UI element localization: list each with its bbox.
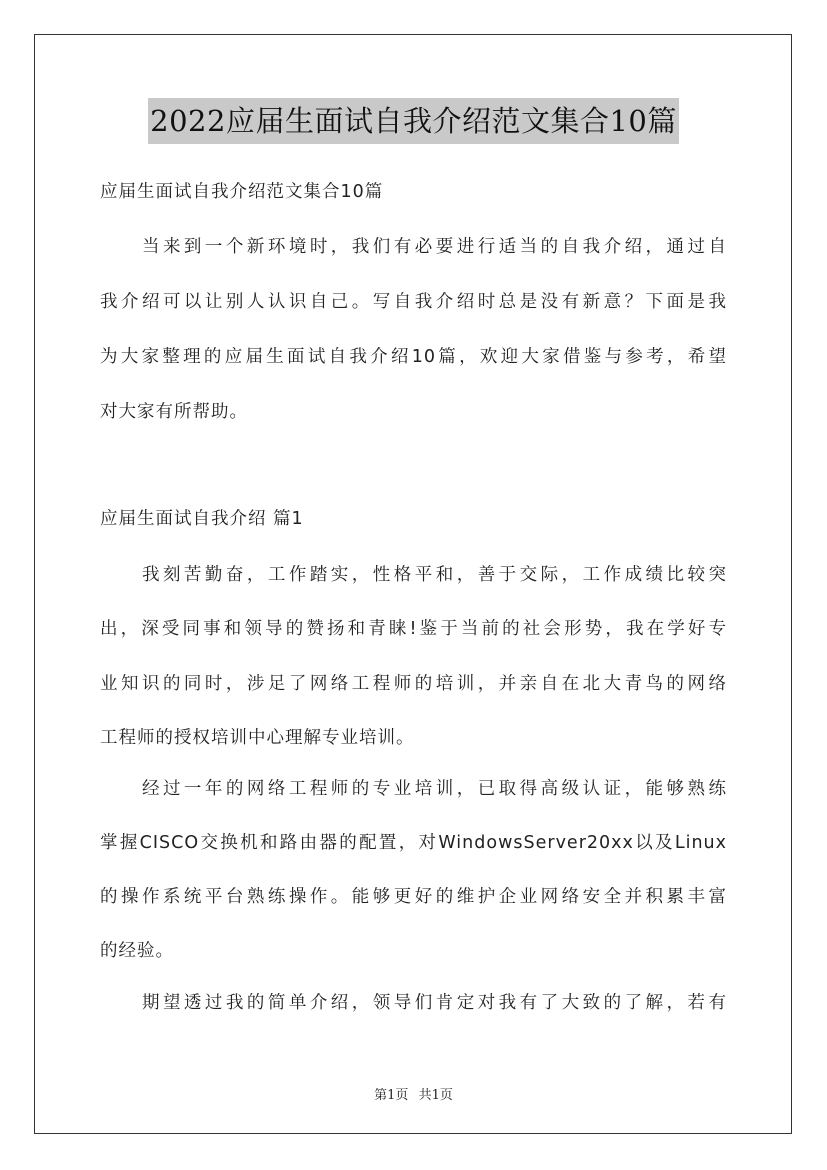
paragraph-line: 业知识的同时，涉足了网络工程师的培训，并亲自在北大青鸟的网络 bbox=[100, 674, 727, 694]
intro-line: 对大家有所帮助。 bbox=[100, 402, 248, 422]
intro-line: 为大家整理的应届生面试自我介绍10篇，欢迎大家借鉴与参考，希望 bbox=[100, 347, 727, 367]
page-total: 共1页 bbox=[418, 1088, 453, 1103]
page-number: 第1页 bbox=[374, 1088, 409, 1103]
paragraph-line: 的经验。 bbox=[100, 941, 174, 961]
paragraph-line: 掌握CISCO交换机和路由器的配置，对WindowsServer20xx以及Linux bbox=[100, 833, 727, 853]
intro-line: 当来到一个新环境时，我们有必要进行适当的自我介绍，通过自 bbox=[100, 237, 727, 257]
title-container bbox=[0, 98, 827, 144]
intro-line: 我介绍可以让别人认识自己。写自我介绍时总是没有新意？下面是我 bbox=[100, 292, 727, 312]
section-heading: 应届生面试自我介绍 篇1 bbox=[100, 509, 304, 529]
document-title: 2022应届生面试自我介绍范文集合10篇 bbox=[148, 98, 679, 144]
paragraph-line: 期望透过我的简单介绍，领导们肯定对我有了大致的了解，若有 bbox=[100, 993, 727, 1013]
paragraph-line: 出，深受同事和领导的赞扬和青睐!鉴于当前的社会形势，我在学好专 bbox=[100, 619, 727, 639]
paragraph-line: 经过一年的网络工程师的专业培训，已取得高级认证，能够熟练 bbox=[100, 779, 727, 799]
document-subtitle: 应届生面试自我介绍范文集合10篇 bbox=[100, 182, 384, 202]
page-footer bbox=[0, 1084, 827, 1103]
paragraph-line: 我刻苦勤奋，工作踏实，性格平和，善于交际，工作成绩比较突 bbox=[100, 565, 727, 585]
paragraph-line: 的操作系统平台熟练操作。能够更好的维护企业网络安全并积累丰富 bbox=[100, 887, 727, 907]
paragraph-line: 工程师的授权培训中心理解专业培训。 bbox=[100, 728, 415, 748]
